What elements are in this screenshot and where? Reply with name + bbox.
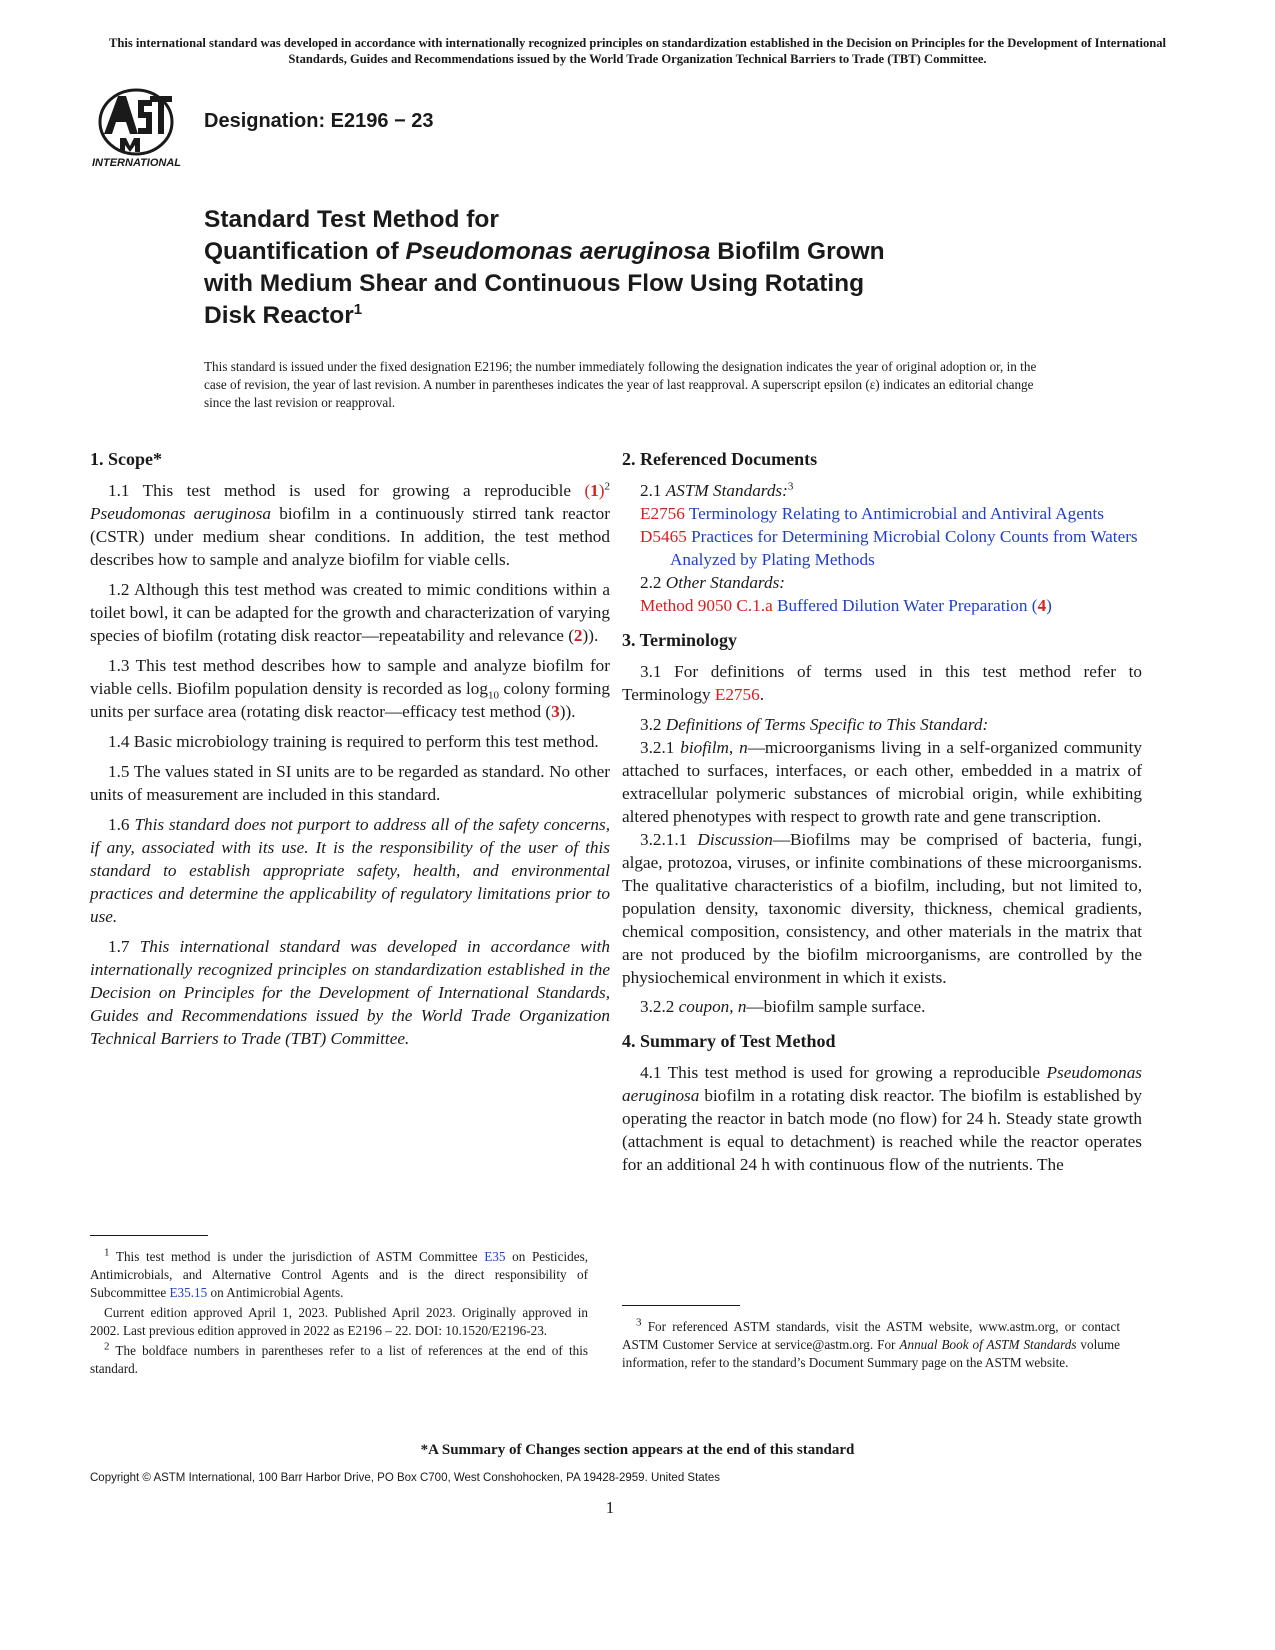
title-line-2: Quantification of Pseudomonas aeruginosa Biofilm Grown (204, 238, 885, 265)
para-1-1: 1.1 This test method is used for growing a reproducible $(1)^2$ Pseudomonas aeruginosa biofilm in a continuously stirred tank reactor (CSTR) under medium shear conditions. In addition, the test method describes how to sample and analyze biofilm for viable cells. (90, 480, 611, 569)
footnote-3: $^3$ For referenced ASTM standards, visit the ASTM website, www.astm.org, or contact ASTM Customer Service at service@astm.org. For Annual Book of ASTM Standards volume information, refer to the standard’s Document Summary page on the ASTM website. (622, 1316, 1120, 1370)
title-line-3: with Medium Shear and Continuous Flow Using Rotating (204, 270, 865, 297)
ref-link-2[interactable]: 2 (573, 626, 583, 645)
para-3-1: 3.1 For definitions of terms used in this test method refer to Terminology E2756. (622, 662, 1142, 704)
copyright: Copyright © ASTM International, 100 Barr Harbor Drive, PO Box C700, West Conshohocken, PA 19428-2959. United States (90, 1472, 721, 1484)
ref-item-method-9050: Method 9050 C.1.a Buffered Dilution Water Preparation (4) (640, 596, 1052, 615)
footnote-rule-left (90, 1235, 208, 1236)
section-heading-scope: 1. Scope* (90, 449, 162, 469)
para-1-7: 1.7 This international standard was developed in accordance with internationally recognized principles on standardization established in the Decision on Principles for the Development of International Standards, Guides and Recommendations issued by the World Trade Organization Technical Barriers to Trade (TBT) Committee. (90, 937, 610, 1048)
ref-link-4[interactable]: 4 (1037, 596, 1047, 615)
ref-item-e2756 (622, 502, 1142, 525)
para-3-2-1: 3.2.1 biofilm, n—microorganisms living in a self-organized community attached to surfaces, interfaces, or each other, embedded in a matrix of extracellular polymeric substances of microbial origin, while exhibiting altered phenotypes with respect to growth rate and gene transcription. (622, 738, 1142, 826)
para-1-4: 1.4 Basic microbiology training is required to perform this test method. (108, 732, 599, 751)
footnote-1-edition: Current edition approved April 1, 2023. Published April 2023. Originally approved in 2002. Last previous edition approved in 2022 as E2196 – 22. DOI: 10.1520/E2196-23. (90, 1305, 588, 1338)
para-4-1: 4.1 This test method is used for growing a reproducible Pseudomonas aeruginosa biofilm in a rotating disk reactor. The biofilm is established by operating the reactor in batch mode (no flow) for 24 h. Steady state growth (attachment is equal to detachment) is reached while the reactor operates for an additional 24 h with continuous flow of the nutrients. The (622, 1063, 1142, 1174)
para-1-6: 1.6 This standard does not purport to address all of the safety concerns, if any, associated with its use. It is the responsibility of the user of this standard to establish appropriate safety, health, and environmental practices and determine the applicability of regulatory limitations prior to use. (90, 815, 611, 926)
link-e2756-title[interactable]: Terminology Relating to Antimicrobial and Antiviral Agents (684, 504, 1104, 523)
document-title (204, 204, 1044, 332)
link-e2756[interactable]: E2756 (640, 504, 685, 523)
link-e2756-terminology[interactable]: E2756 (714, 685, 760, 704)
ref-link-1[interactable]: 1 (590, 481, 599, 500)
para-3-2-1-1: 3.2.1.1 Discussion—Biofilms may be comprised of bacteria, fungi, algae, protozoa, viruses, or infinite combinations of these microorganisms. The qualitative characteristics of a biofilm, including, but not limited to, population density, taxonomic diversity, thickness, chemical gradients, chemical composition, consistency, and other materials in the matrix that are not produced by the biofilm microorganisms, are controlled by the physiochemical environment in which it exists. (622, 830, 1142, 987)
para-1-5: 1.5 The values stated in SI units are to be regarded as standard. No other units of measurement are included in this standard. (90, 762, 610, 804)
section-heading-summary: 4. Summary of Test Method (622, 1031, 836, 1051)
wto-notice: This international standard was developed in accordance with internationally recognized principles on standardization established in the Decision on Principles for the Development of International Standards, Guides and Recommendations issued by the World Trade Organization Technical Barriers to Trade (TBT) Committee. (108, 36, 1167, 66)
para-1-3: 1.3 This test method describes how to sample and analyze biofilm for viable cells. Biofilm population density is recorded as $\log_{10}$ colony forming units per surface area (rotating disk reactor—efficacy test method (3)). (90, 656, 610, 721)
section-heading-references: 2. Referenced Documents (622, 449, 818, 469)
page-number: 1 (605, 1498, 615, 1517)
footnote-rule-right (622, 1305, 740, 1306)
para-2-2: 2.2 Other Standards: (640, 573, 785, 592)
ref-item-d5465 (622, 525, 1142, 571)
link-d5465[interactable]: D5465 (640, 527, 687, 546)
para-3-2-2: 3.2.2 coupon, n—biofilm sample surface. (640, 997, 926, 1016)
para-3-2: 3.2 Definitions of Terms Specific to This Standard: (640, 715, 989, 734)
footnotes-right (622, 1318, 1120, 1374)
link-e35[interactable]: E35 (484, 1249, 506, 1264)
footnote-1: $^1$ This test method is under the jurisdiction of ASTM Committee E35 on Pesticides, Antimicrobials, and Alternative Control Agents and is the direct responsibility of Subcommittee E35.15 on Antimicrobial Agents. (90, 1246, 588, 1300)
para-1-2: 1.2 Although this test method was created to mimic conditions within a toilet bowl, it can be adapted for the growth and characterization of varying species of biofilm (rotating disk reactor—repeatability and relevance (2)). (90, 580, 610, 645)
title-line-4: Disk Reactor$^1$ (204, 300, 363, 329)
summary-of-changes-note: *A Summary of Changes section appears at the end of this standard (420, 1442, 855, 1458)
astm-logo-icon (90, 86, 190, 170)
link-d5465-title[interactable]: Practices for Determining Microbial Colony Counts from Waters Analyzed by Plating Methods (670, 527, 1138, 569)
designation: Designation: E2196 − 23 (204, 110, 434, 132)
title-footnote-mark: 1 (353, 300, 363, 318)
link-method-9050[interactable]: Method 9050 C.1.a (640, 596, 773, 615)
link-e35-15[interactable]: E35.15 (169, 1285, 208, 1300)
para-2-1: 2.1 ASTM Standards:$^3$ (640, 480, 794, 500)
logo-text: INTERNATIONAL (92, 157, 182, 169)
footnote-2: $^2$ The boldface numbers in parentheses refer to a list of references at the end of this standard. (90, 1340, 588, 1376)
section-heading-terminology: 3. Terminology (622, 630, 738, 650)
issue-note: This standard is issued under the fixed designation E2196; the number immediately following the designation indicates the year of original adoption or, in the case of revision, the year of last revision. A number in parentheses indicates the year of last reapproval. A superscript epsilon (ε) indicates an editorial change since the last revision or reapproval. (204, 359, 1037, 410)
title-line-1: Standard Test Method for (204, 206, 499, 233)
footnotes-left (90, 1248, 588, 1380)
left-column (90, 448, 610, 1057)
ref-link-3[interactable]: 3 (551, 702, 560, 721)
right-column (622, 448, 1142, 1176)
